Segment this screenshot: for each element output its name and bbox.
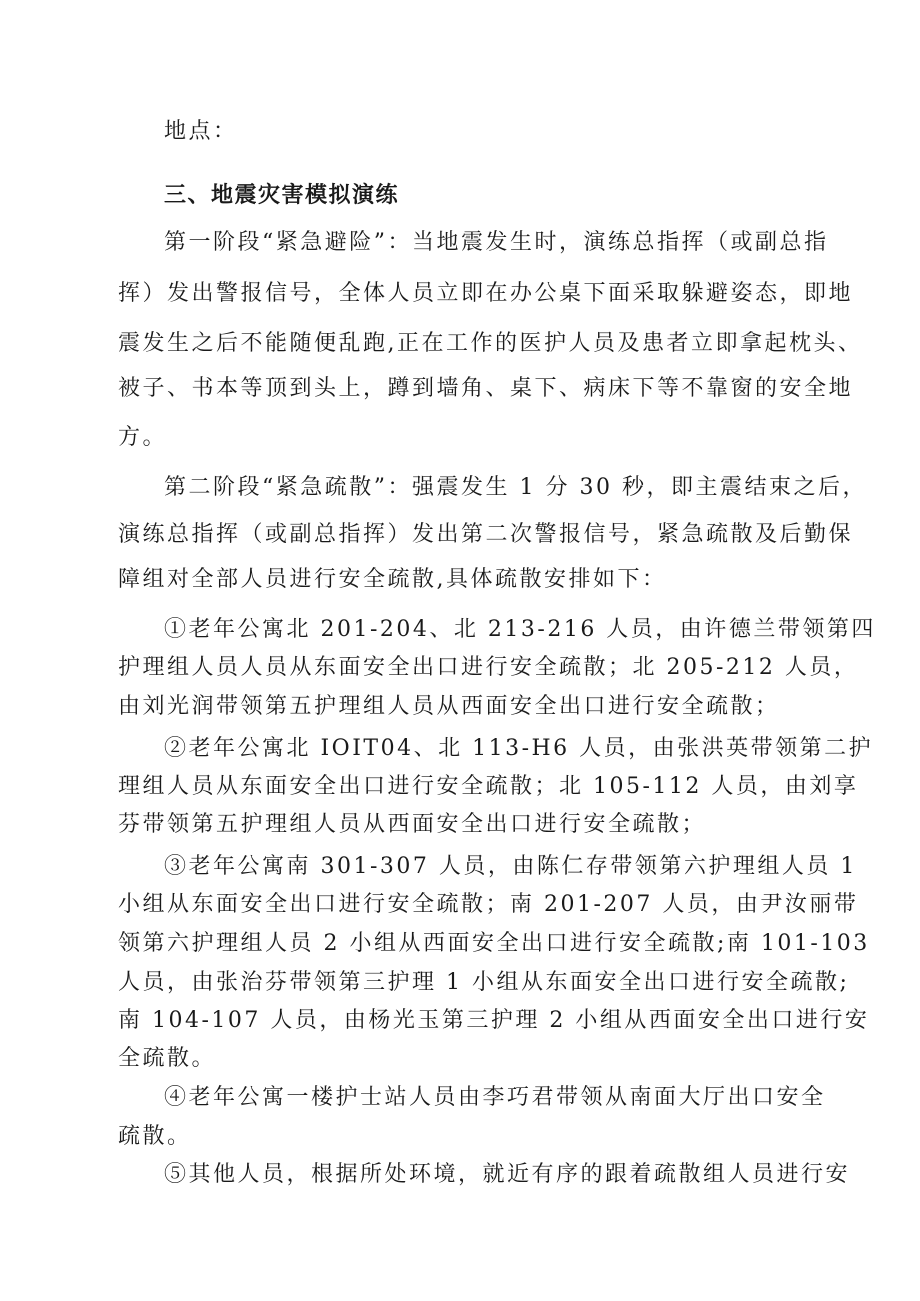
- list-item-line: 理组人员从东面安全出口进行安全疏散；北 105-112 人员，由刘享: [118, 774, 859, 799]
- list-item-line: ⑤其他人员，根据所处环境，就近有序的跟着疏散组人员进行安: [164, 1162, 851, 1187]
- list-item-line: 小组从东面安全出口进行安全疏散；南 201-207 人员，由尹汝丽带: [118, 892, 859, 917]
- paragraph-line: 方。: [118, 425, 168, 450]
- paragraph-line: 被子、书本等顶到头上，蹲到墙角、桌下、病床下等不靠窗的安全地: [118, 376, 854, 401]
- list-item-line: ①老年公寓北 201-204、北 213-216 人员，由许德兰带领第四: [164, 617, 876, 642]
- list-item-line: ③老年公寓南 301-307 人员，由陈仁存带领第六护理组人员 1: [164, 854, 857, 879]
- list-item-line: 疏散。: [118, 1124, 192, 1149]
- list-item-line: 人员，由张治芬带领第三护理 1 小组从东面安全出口进行安全疏散;: [118, 970, 850, 995]
- list-item-line: ④老年公寓一楼护士站人员由李巧君带领从南面大厅出口安全: [164, 1085, 826, 1110]
- paragraph-line: 震发生之后不能随便乱跑,正在工作的医护人员及患者立即拿起枕头、: [118, 331, 863, 356]
- paragraph-line: 障组对全部人员进行安全疏散,具体疏散安排如下：: [118, 567, 667, 592]
- list-item-line: 芬带领第五护理组人员从西面安全出口进行安全疏散；: [118, 812, 707, 837]
- list-item-line: 领第六护理组人员 2 小组从西面安全出口进行安全疏散;南 101-103: [118, 931, 870, 956]
- list-item-line: 南 104-107 人员，由杨光玉第三护理 2 小组从西面安全出口进行安: [118, 1008, 870, 1033]
- list-item-line: 由刘光润带领第五护理组人员从西面安全出口进行安全疏散；: [118, 694, 780, 719]
- section-heading: 三、地震灾害模拟演练: [164, 183, 400, 208]
- paragraph-line: 第一阶段“紧急避险”：当地震发生时，演练总指挥（或副总指: [164, 230, 829, 255]
- list-item-line: 护理组人员人员从东面安全出口进行安全疏散；北 205-212 人员，: [118, 655, 859, 680]
- paragraph-line: 第二阶段“紧急疏散”：强震发生 1 分 30 秒，即主震结束之后，: [164, 475, 867, 500]
- list-item-line: 全疏散。: [118, 1046, 217, 1071]
- paragraph-line: 演练总指挥（或副总指挥）发出第二次警报信号，紧急疏散及后勤保: [118, 522, 854, 547]
- location-label: 地点：: [164, 119, 238, 144]
- paragraph-line: 挥）发出警报信号，全体人员立即在办公桌下面采取躲避姿态，即地: [118, 281, 854, 306]
- list-item-line: ②老年公寓北 IOIT04、北 113-H6 人员，由张洪英带领第二护: [164, 736, 874, 761]
